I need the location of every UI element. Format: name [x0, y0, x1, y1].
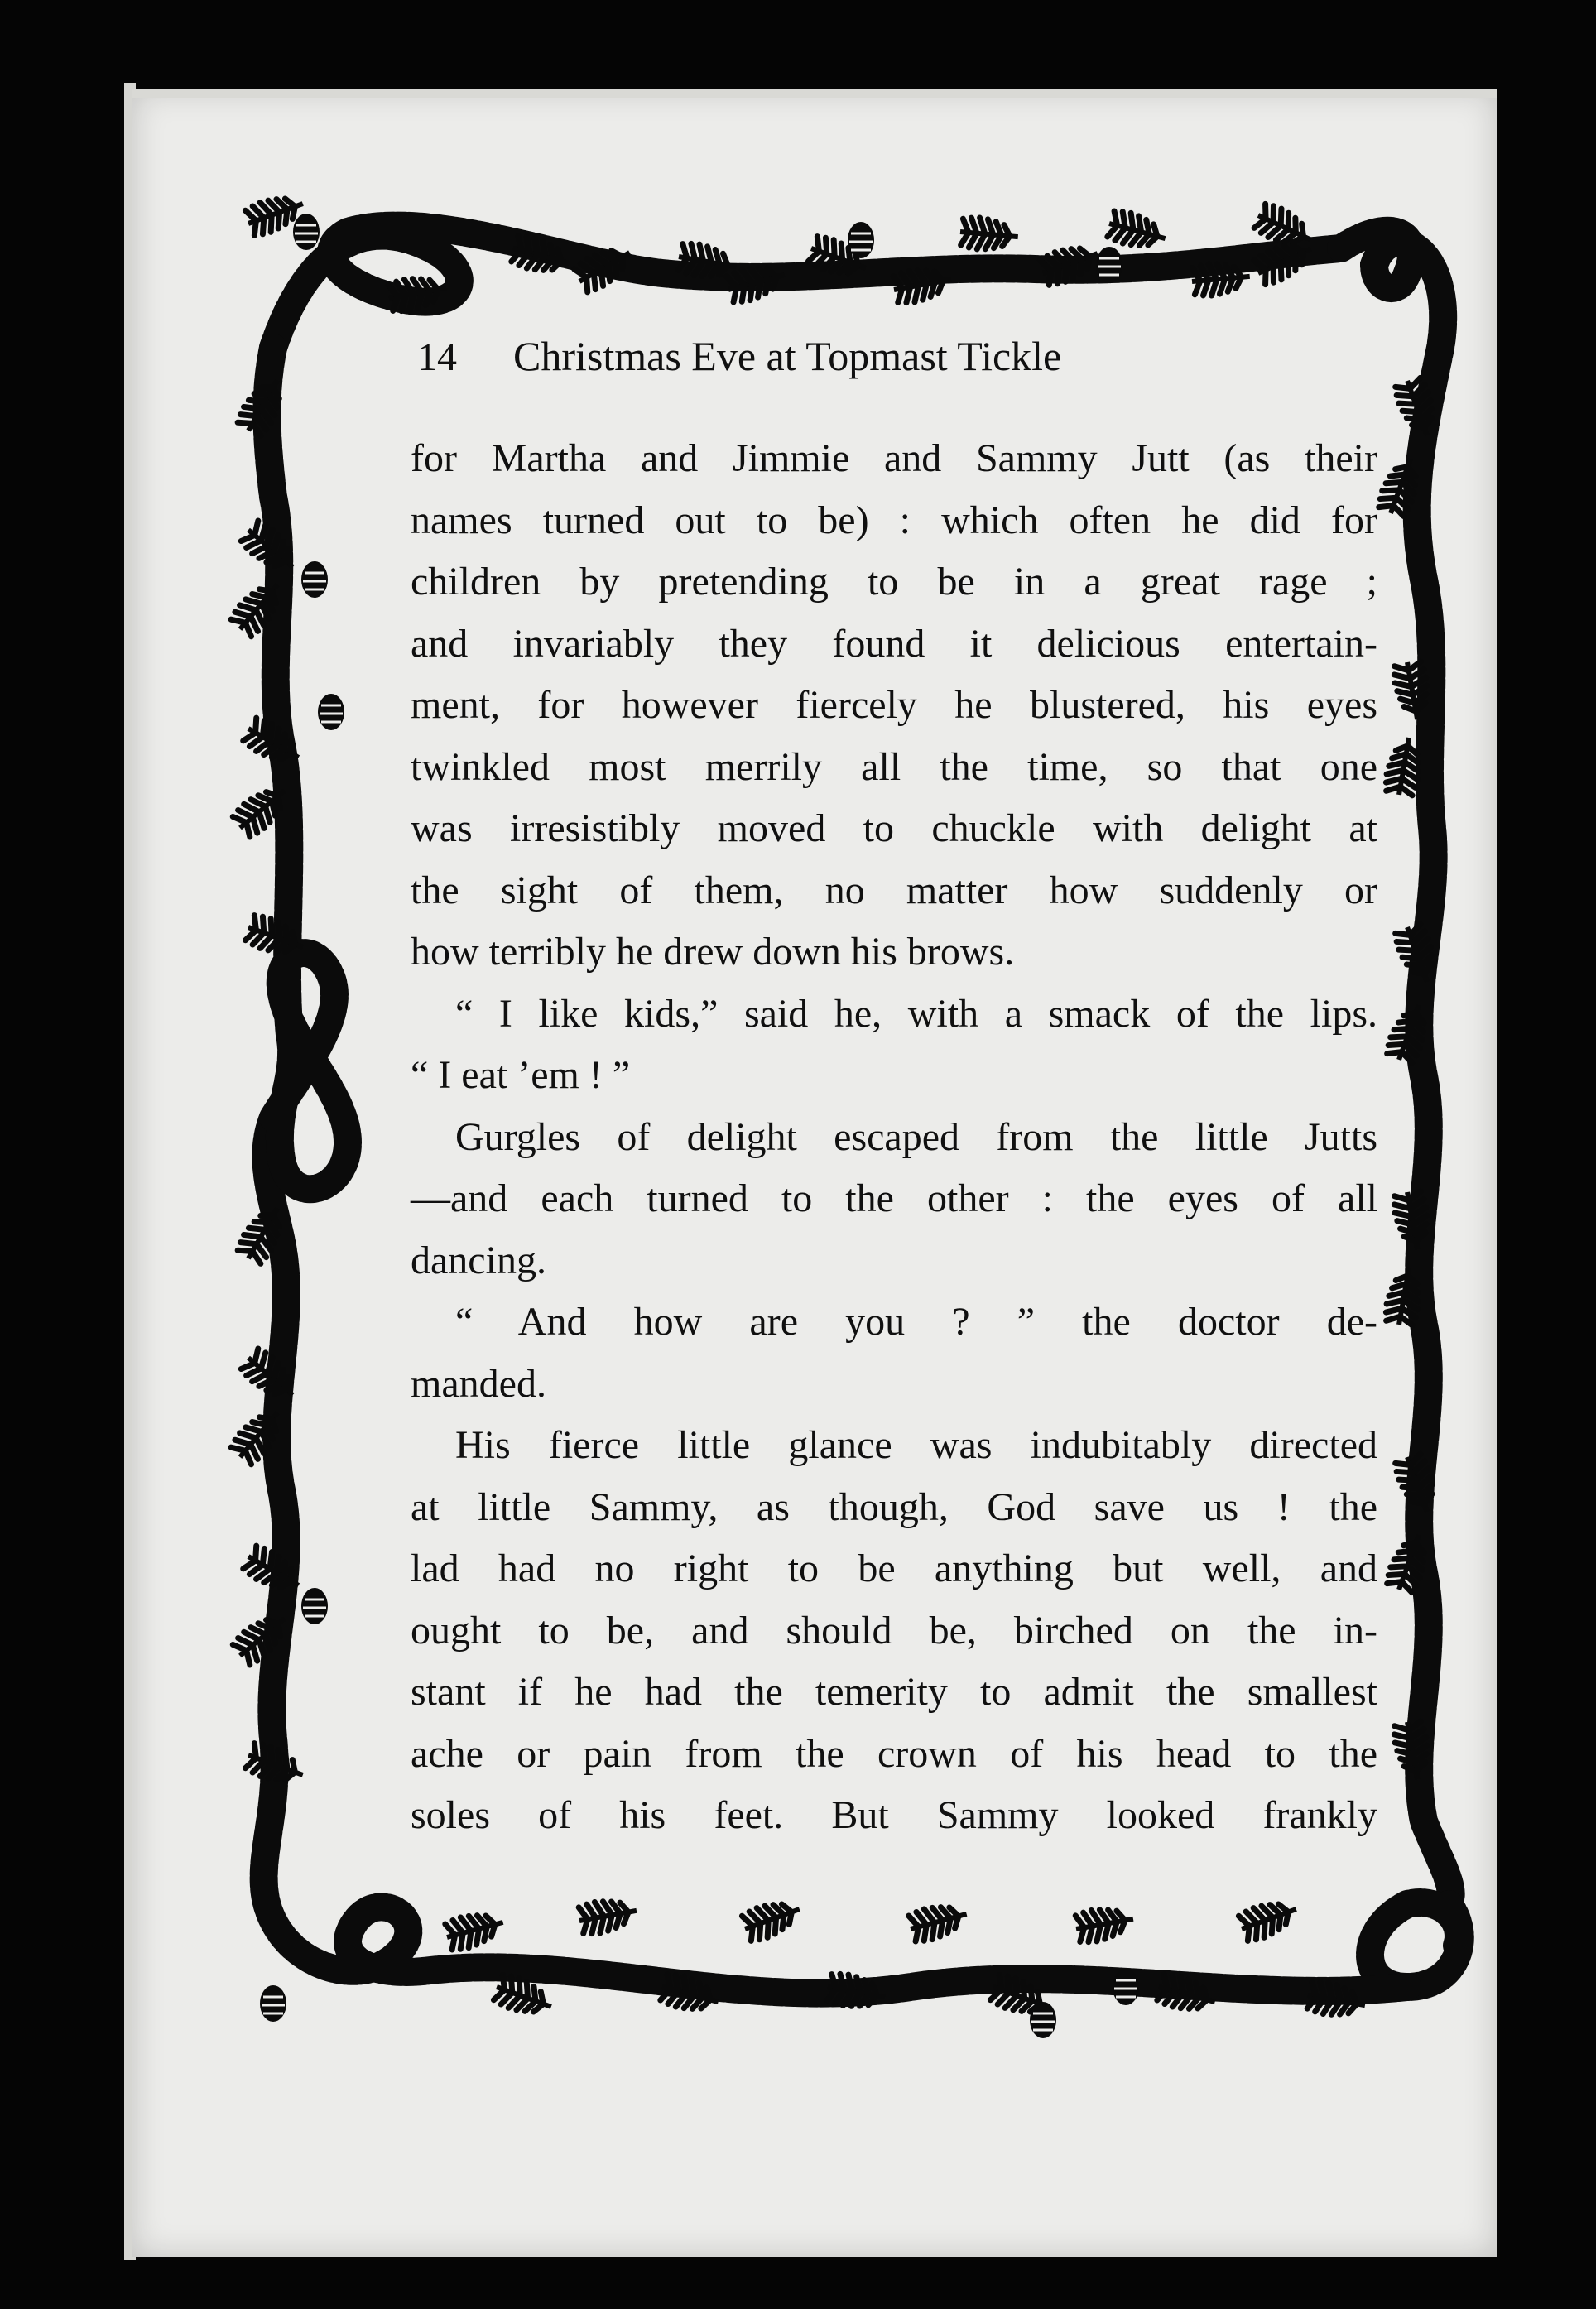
text-line: lad had no right to be anything but well, and — [411, 1547, 1377, 1590]
text-line: “ I like kids,” said he, with a smack of the lips. — [455, 991, 1377, 1036]
text-line: manded. — [411, 1361, 546, 1406]
running-title: Christmas Eve at Topmast Tickle — [513, 333, 1062, 379]
text-line: at little Sammy, as though, God save us ! the — [411, 1484, 1377, 1529]
text-line: —and each turned to the other : the eyes of all — [411, 1176, 1377, 1220]
text-line: ought to be, and should be, birched on the in- — [411, 1608, 1377, 1652]
text-line: Gurgles of delight escaped from the little Jutts — [455, 1114, 1377, 1159]
page-text — [411, 335, 1377, 1847]
text-line: and invariably they found it delicious entertain- — [411, 621, 1377, 666]
text-line: soles of his feet. But Sammy looked frankly — [411, 1793, 1377, 1837]
text-line: children by pretending to be in a great rage ; — [411, 560, 1377, 604]
text-line: ache or pain from the crown of his head to the — [411, 1731, 1377, 1776]
text-line: “ And how are you ? ” the doctor de- — [455, 1300, 1377, 1344]
text-line: was irresistibly moved to chuckle with delight at — [411, 806, 1377, 850]
text-line: for Martha and Jimmie and Sammy Jutt (as their — [411, 436, 1377, 480]
page-number: 14 — [417, 335, 457, 379]
text-line: names turned out to be) : which often he did for — [411, 498, 1377, 542]
text-line: His fierce little glance was indubitably directed — [455, 1423, 1377, 1467]
text-line: stant if he had the temerity to admit the smallest — [411, 1670, 1377, 1714]
text-line: the sight of them, no matter how suddenly or — [411, 868, 1377, 912]
text-line: “ I eat ’em ! ” — [411, 1053, 631, 1097]
text-line: dancing. — [411, 1238, 546, 1282]
text-line: how terribly he drew down his brows. — [411, 930, 1015, 974]
text-line: ment, for however fiercely he blustered, his eyes — [411, 683, 1377, 727]
running-header — [417, 335, 1377, 402]
text-line: twinkled most merrily all the time, so that one — [411, 744, 1377, 789]
